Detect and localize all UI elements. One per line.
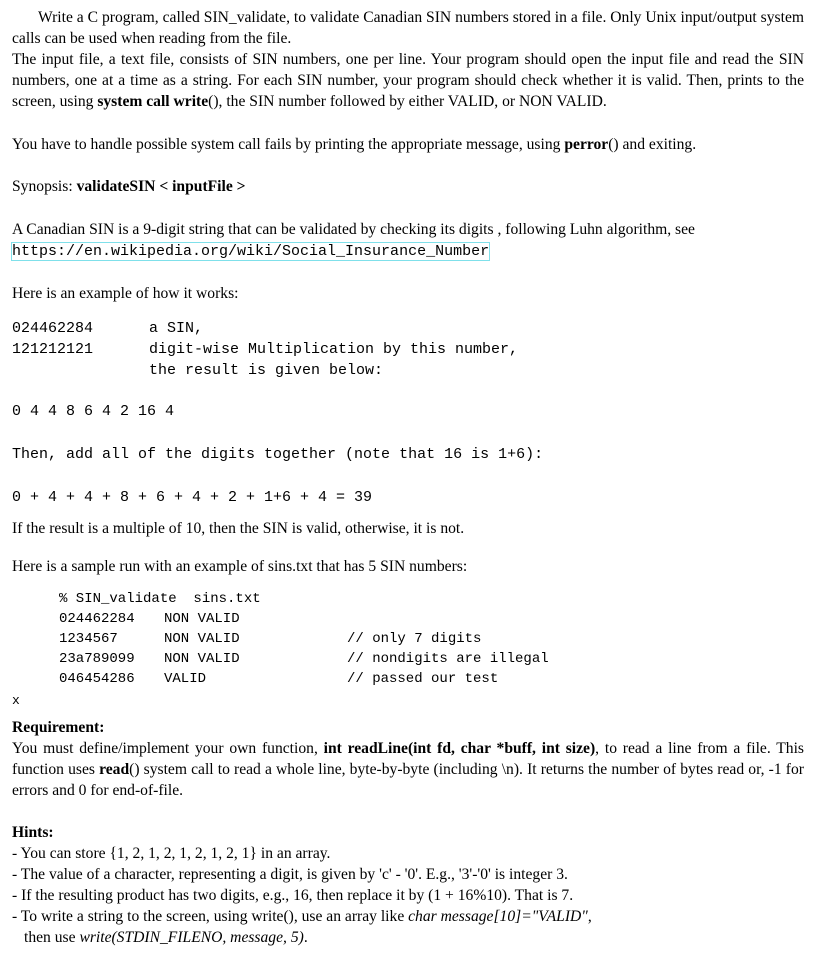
requirement-heading: Requirement: bbox=[12, 719, 105, 736]
sample-row-status: NON VALID bbox=[164, 631, 240, 647]
input-file-paragraph bbox=[12, 50, 804, 112]
example-sin: 024462284 bbox=[12, 320, 94, 337]
error-text: You have to handle possible system call fails by printing the appropriate message, using bbox=[12, 136, 565, 153]
requirement-paragraph bbox=[12, 739, 804, 801]
sample-row-sin: 046454286 bbox=[59, 671, 135, 687]
hint-1: - You can store {1, 2, 1, 2, 1, 2, 1, 2, 1} in an array. bbox=[12, 845, 331, 862]
readline-signature: int readLine(int fd, char *buff, int size) bbox=[323, 740, 596, 757]
wikipedia-link[interactable]: https://en.wikipedia.org/wiki/Social_Insurance_Number bbox=[12, 243, 490, 260]
hint-4-code: char message[10]="VALID" bbox=[408, 908, 588, 925]
requirement-text-3: () system call to read a whole line, byte-by-byte (including \n). It returns the number of bytes read or, -1 for errors and 0 for end-of-file. bbox=[12, 760, 804, 799]
intro-paragraph bbox=[12, 8, 804, 50]
synopsis bbox=[12, 177, 246, 198]
hints-title bbox=[12, 823, 54, 844]
validity-rule: If the result is a multiple of 10, then the SIN is valid, otherwise, it is not. bbox=[12, 520, 465, 537]
hint-5 bbox=[24, 928, 308, 949]
requirement-text-2: , to read a line from a file. This function uses bbox=[12, 740, 804, 778]
sample-row-status: VALID bbox=[164, 671, 207, 687]
requirement-title bbox=[12, 718, 104, 739]
hint-4 bbox=[12, 907, 592, 928]
sample-command: % SIN_validate sins.txt bbox=[59, 591, 261, 607]
synopsis-argument: < inputFile > bbox=[155, 178, 246, 195]
example-multiplier-note: digit-wise Multiplication by this number, bbox=[149, 341, 519, 358]
error-text-end: () and exiting. bbox=[608, 136, 697, 153]
sample-row-status: NON VALID bbox=[164, 611, 240, 627]
hint-5-text: then use bbox=[24, 929, 80, 946]
hint-5-end: . bbox=[303, 929, 308, 946]
sample-row-comment: // only 7 digits bbox=[347, 631, 482, 647]
hint-2: - The value of a character, representing a digit, is given by 'c' - '0'. E.g., '3'-'0' is integer 3. bbox=[12, 866, 568, 883]
requirement-text: You must define/implement your own function, bbox=[12, 740, 324, 757]
luhn-text: A Canadian SIN is a 9-digit string that can be validated by checking its digits , following Luhn algorithm, see bbox=[12, 221, 695, 238]
synopsis-label: Synopsis: bbox=[12, 178, 77, 195]
sample-row-sin: 1234567 bbox=[59, 631, 118, 647]
luhn-paragraph bbox=[12, 220, 695, 241]
sample-row-sin: 23a789099 bbox=[59, 651, 135, 667]
sample-row-sin: 024462284 bbox=[59, 611, 135, 627]
intro-text: Write a C program, called SIN_validate, to validate Canadian SIN numbers stored in a file. Only Unix input/output system calls can be used when reading from the file. bbox=[12, 9, 804, 47]
input-file-text-end: (), the SIN number followed by either VALID, or NON VALID. bbox=[208, 92, 607, 110]
hint-4-text: - To write a string to the screen, using write(), use an array like bbox=[12, 908, 409, 925]
stray-x: x bbox=[12, 693, 20, 708]
sample-row-comment: // nondigits are illegal bbox=[347, 651, 549, 667]
hints-heading: Hints: bbox=[12, 824, 54, 841]
sample-row-status: NON VALID bbox=[164, 651, 240, 667]
example-products: 0 4 4 8 6 4 2 16 4 bbox=[12, 403, 175, 420]
example-multiplier-note-2: the result is given below: bbox=[149, 362, 384, 379]
example-sum: 0 + 4 + 4 + 8 + 6 + 4 + 2 + 1+6 + 4 = 39 bbox=[12, 489, 373, 506]
error-handling-paragraph bbox=[12, 135, 696, 156]
perror-name: perror bbox=[564, 136, 609, 153]
synopsis-command: validateSIN bbox=[76, 178, 156, 195]
example-then: Then, add all of the digits together (note that 16 is 1+6): bbox=[12, 446, 544, 463]
example-multiplier: 121212121 bbox=[12, 341, 94, 358]
system-call-write: system call write bbox=[97, 92, 209, 110]
read-call: read bbox=[99, 760, 130, 778]
sample-heading: Here is a sample run with an example of sins.txt that has 5 SIN numbers: bbox=[12, 558, 468, 575]
example-heading: Here is an example of how it works: bbox=[12, 285, 239, 302]
sample-row-comment: // passed our test bbox=[347, 671, 499, 687]
hint-5-code: write(STDIN_FILENO, message, 5) bbox=[79, 929, 304, 946]
hint-3: - If the resulting product has two digits, e.g., 16, then replace it by (1 + 16%10). That is 7. bbox=[12, 887, 574, 904]
example-sin-note: a SIN, bbox=[149, 320, 204, 337]
hint-4-end: , bbox=[587, 908, 592, 925]
url-line bbox=[12, 241, 489, 263]
input-file-text: The input file, a text file, consists of SIN numbers, one per line. Your program should open the input file and read the SIN numbers, one at a time as a string. For each SIN number, your program should check whether it is valid. Then, prints to the screen, using bbox=[12, 51, 804, 110]
